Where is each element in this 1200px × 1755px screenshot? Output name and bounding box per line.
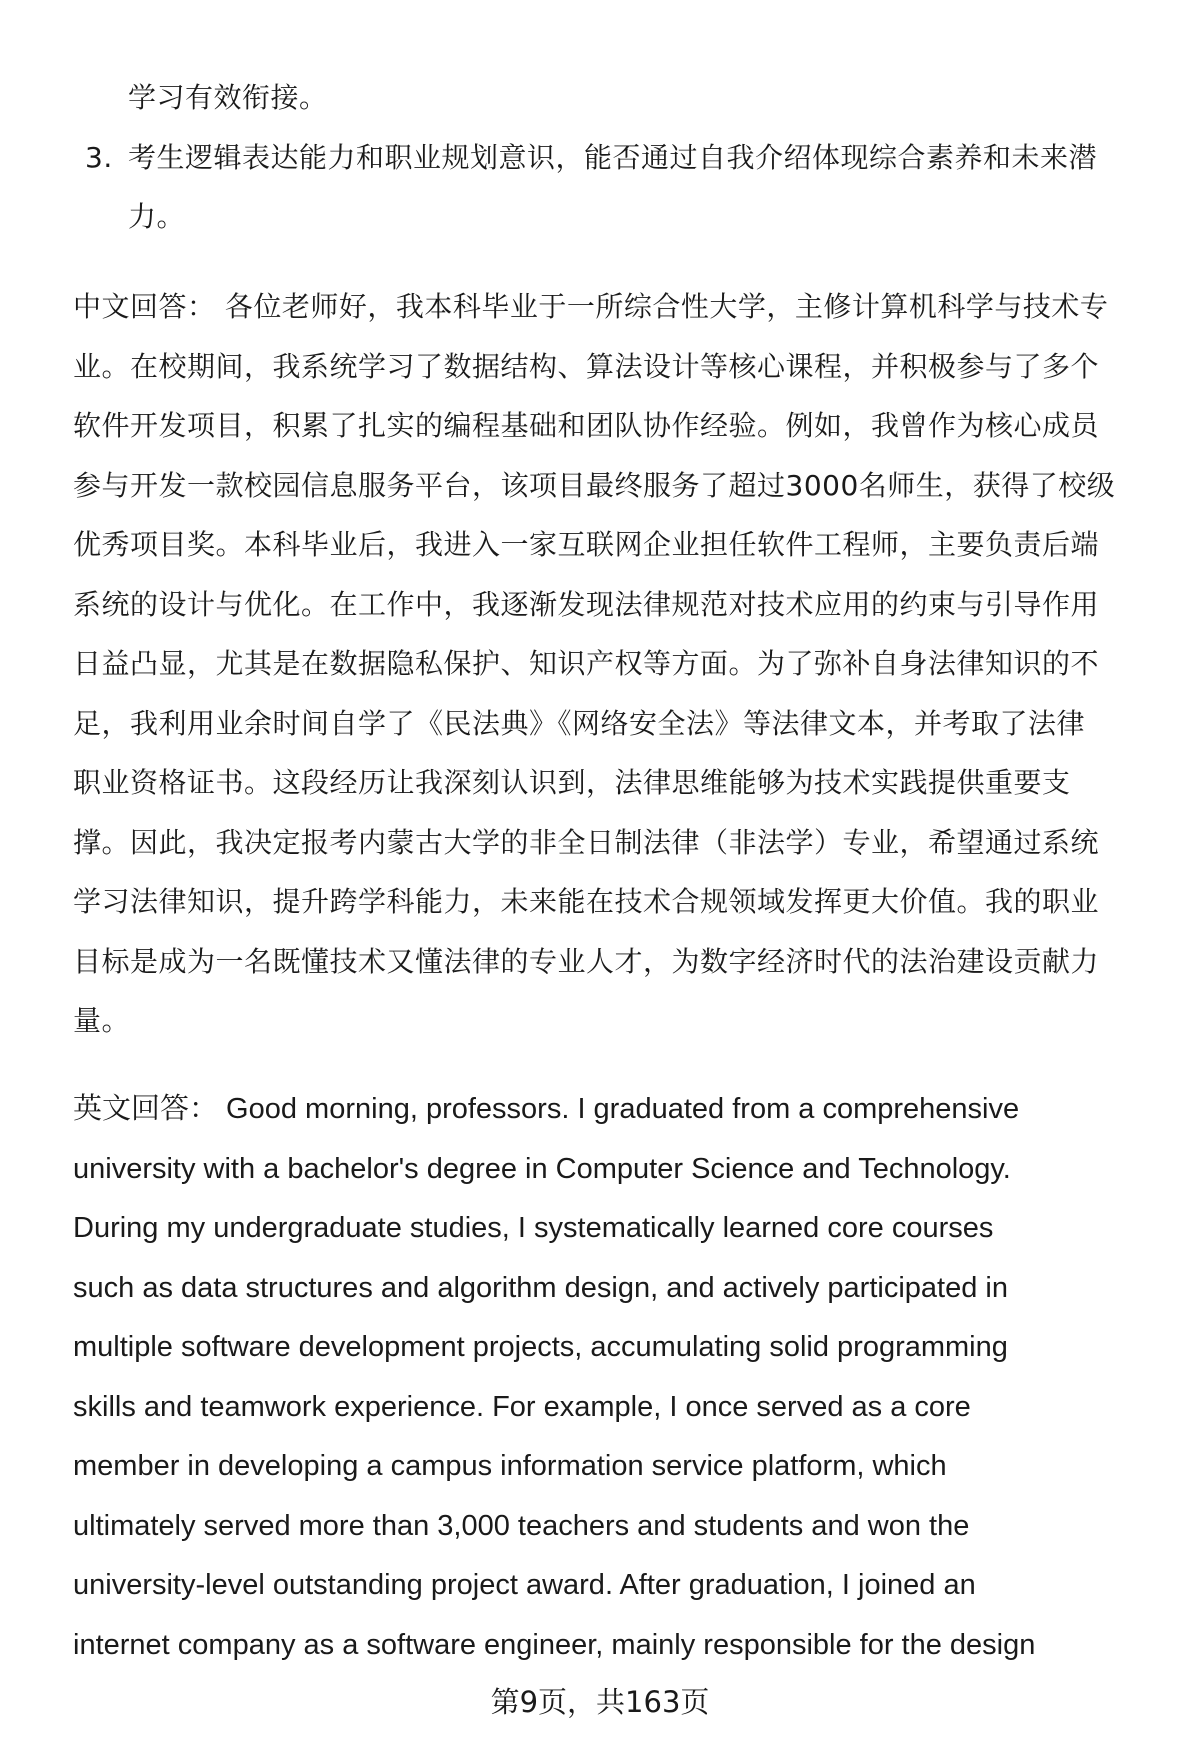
paragraph-line: During my undergraduate studies, I systematically learned core courses — [73, 1212, 994, 1244]
paragraph-line: 量。 — [73, 1004, 131, 1037]
paragraph-line: 撑。因此，我决定报考内蒙古大学的非全日制法律（非法学）专业，希望通过系统 — [73, 825, 1100, 859]
paragraph-line: 系统的设计与优化。在工作中，我逐渐发现法律规范对技术应用的约束与引导作用 — [73, 587, 1100, 621]
paragraph-line: internet company as a software engineer, mainly responsible for the design — [73, 1628, 1036, 1661]
list-item-line: 考生逻辑表达能力和职业规划意识，能否通过自我介绍体现综合素养和未来潜 — [128, 141, 1098, 174]
paragraph-line: 中文回答： 各位老师好，我本科毕业于一所综合性大学，主修计算机科学与技术专 — [73, 290, 1109, 323]
paragraph-line: 软件开发项目，积累了扎实的编程基础和团队协作经验。例如，我曾作为核心成员 — [73, 409, 1100, 442]
paragraph-line: 职业资格证书。这段经历让我深刻认识到，法律思维能够为技术实践提供重要支 — [73, 766, 1071, 799]
paragraph-line: member in developing a campus information service platform, which — [73, 1450, 947, 1482]
list-number: 3. — [85, 141, 113, 174]
page-number-footer: 第9页，共163页 — [490, 1685, 710, 1719]
paragraph-line: 日益凸显，尤其是在数据隐私保护、知识产权等方面。为了弥补自身法律知识的不 — [73, 647, 1100, 680]
paragraph-line: 参与开发一款校园信息服务平台，该项目最终服务了超过3000名师生，获得了校级 — [73, 468, 1116, 502]
paragraph-line: university-level outstanding project award. After graduation, I joined an — [73, 1569, 976, 1601]
paragraph-line: skills and teamwork experience. For example, I once served as a core — [73, 1390, 971, 1423]
paragraph-line: such as data structures and algorithm design, and actively participated in — [73, 1271, 1008, 1304]
paragraph-line: 业。在校期间，我系统学习了数据结构、算法设计等核心课程，并积极参与了多个 — [73, 349, 1100, 383]
list-item-line: 力。 — [128, 200, 186, 233]
paragraph-line: multiple software development projects, accumulating solid programming — [73, 1331, 1008, 1363]
paragraph-line: university with a bachelor's degree in Computer Science and Technology. — [73, 1152, 1011, 1185]
paragraph-line: 目标是成为一名既懂技术又懂法律的专业人才，为数字经济时代的法治建设贡献力 — [73, 944, 1100, 978]
paragraph-line: ultimately served more than 3,000 teachers and students and won the — [73, 1509, 970, 1542]
paragraph-line: 学习法律知识，提升跨学科能力，未来能在技术合规领域发挥更大价值。我的职业 — [73, 885, 1100, 918]
paragraph-line: 优秀项目奖。本科毕业后，我进入一家互联网企业担任软件工程师，主要负责后端 — [73, 528, 1100, 561]
paragraph-line: 英文回答： Good morning, professors. I graduated from a comprehensive — [73, 1093, 1020, 1125]
list-continuation-line: 学习有效衔接。 — [128, 81, 328, 114]
paragraph-line: 足，我利用业余时间自学了《民法典》《网络安全法》等法律文本，并考取了法律 — [73, 706, 1086, 740]
